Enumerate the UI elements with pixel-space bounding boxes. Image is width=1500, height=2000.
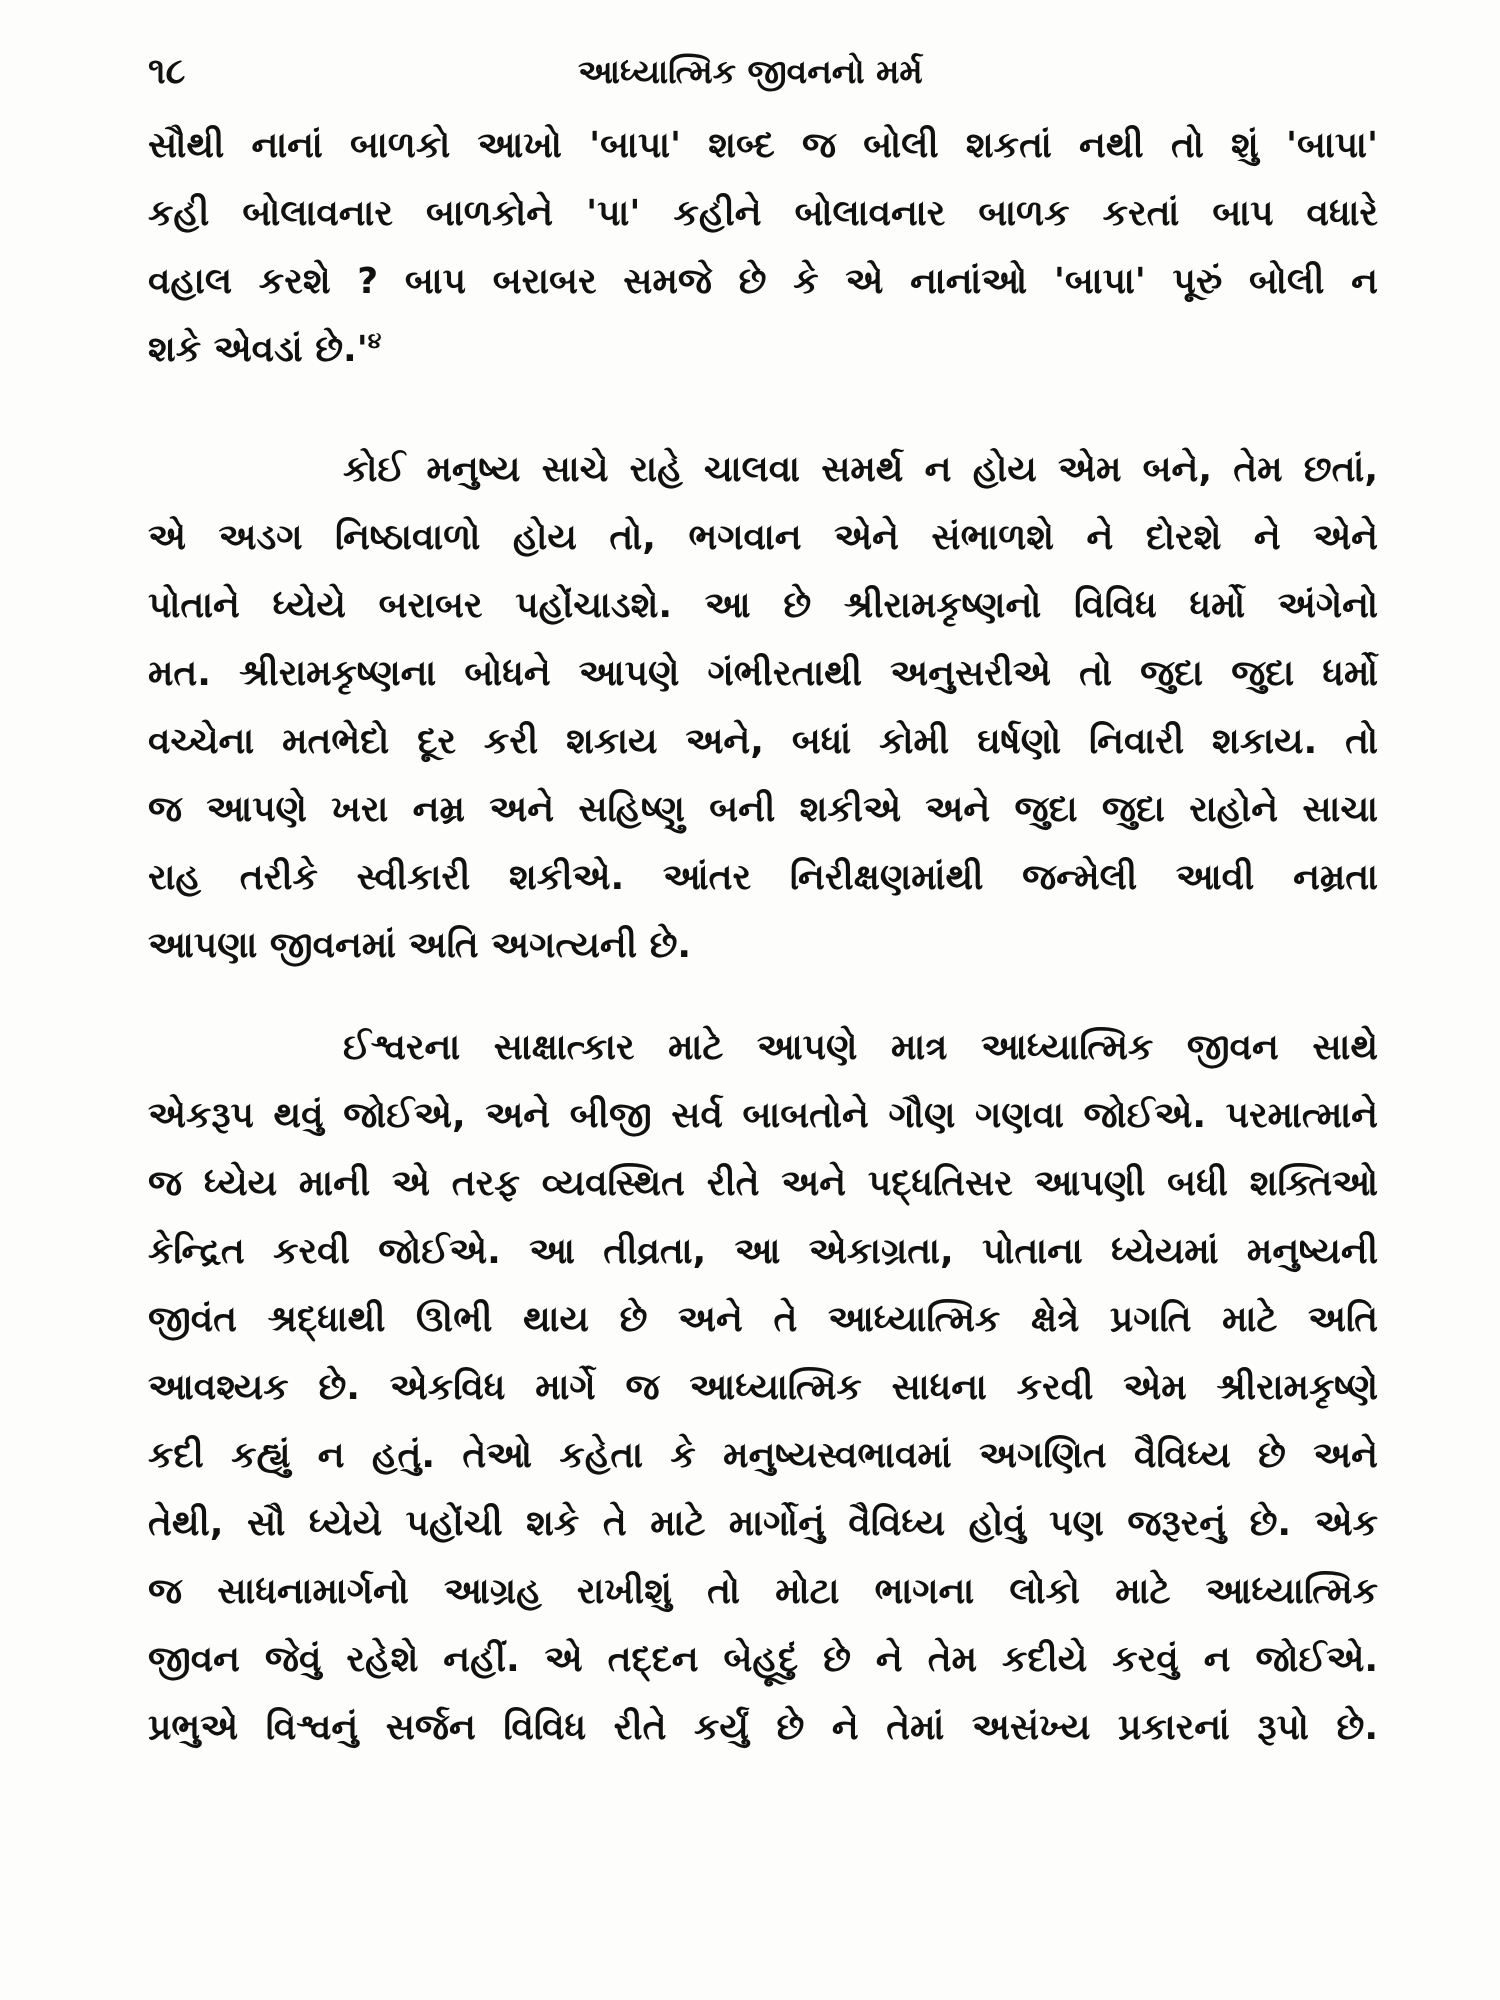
text-line: આવશ્યક છે. એકવિધ માર્ગે જ આધ્યાત્મિક સાધના કરવી એમ શ્રીરામકૃષ્ણે bbox=[148, 1367, 1378, 1408]
text-line-with-footnote bbox=[148, 316, 1378, 384]
footnote-mark: ૪ bbox=[367, 329, 382, 354]
text-line: એકરૂપ થવું જોઈએ, અને બીજી સર્વ બાબતોને ગૌણ ગણવા જોઈએ. પરમાત્માને bbox=[148, 1095, 1378, 1136]
body-text bbox=[148, 112, 1378, 1762]
text-line: પોતાને ધ્યેયે બરાબર પહોંચાડશે. આ છે શ્રીરામકૃષ્ણનો વિવિધ ધર્મો અંગેનો bbox=[148, 585, 1378, 626]
paragraph-1 bbox=[148, 112, 1378, 384]
text-line: સૌથી નાનાં બાળકો આખો 'બાપા' શબ્દ જ બોલી શકતાં નથી તો શું 'બાપા' bbox=[148, 125, 1378, 166]
text-line: કદી કહ્યું ન હતું. તેઓ કહેતા કે મનુષ્યસ્વભાવમાં અગણિત વૈવિધ્ય છે અને bbox=[148, 1435, 1378, 1476]
text-line: કહી બોલાવનાર બાળકોને 'પા' કહીને બોલાવનાર બાળક કરતાં બાપ વધારે bbox=[148, 193, 1378, 234]
text-line: મત. શ્રીરામકૃષ્ણના બોધને આપણે ગંભીરતાથી અનુસરીએ તો જુદા જુદા ધર્મો bbox=[148, 653, 1378, 694]
text-line: આપણા જીવનમાં અતિ અગત્યની છે. bbox=[148, 925, 692, 966]
running-title: આધ્યાત્મિક જીવનનો મર્મ bbox=[578, 52, 923, 91]
text-line: તેથી, સૌ ધ્યેયે પહોંચી શકે તે માટે માર્ગોનું વૈવિધ્ય હોવું પણ જરૂરનું છે. એક bbox=[148, 1503, 1378, 1544]
text-line: વહાલ કરશે ? બાપ બરાબર સમજે છે કે એ નાનાંઓ 'બાપા' પૂરું બોલી ન bbox=[148, 261, 1378, 302]
text-line: વચ્ચેના મતભેદો દૂર કરી શકાય અને, બધાં કોમી ઘર્ષણો નિવારી શકાય. તો bbox=[148, 721, 1378, 762]
text-line: રાહ તરીકે સ્વીકારી શકીએ. આંતર નિરીક્ષણમાંથી જન્મેલી આવી નમ્રતા bbox=[148, 857, 1378, 898]
page-header bbox=[148, 42, 1378, 102]
paragraph-3 bbox=[148, 1014, 1378, 1762]
text-line: પ્રભુએ વિશ્વનું સર્જન વિવિધ રીતે કર્યું છે ને તેમાં અસંખ્ય પ્રકારનાં રૂપો છે. bbox=[148, 1707, 1378, 1748]
paragraph-2 bbox=[148, 436, 1378, 980]
text-line: જીવંત શ્રદ્ધાથી ઊભી થાય છે અને તે આધ્યાત્મિક ક્ષેત્રે પ્રગતિ માટે અતિ bbox=[148, 1299, 1378, 1340]
text-line: જ આપણે ખરા નમ્ર અને સહિષ્ણુ બની શકીએ અને જુદા જુદા રાહોને સાચા bbox=[148, 789, 1378, 830]
text-line: જ ધ્યેય માની એ તરફ વ્યવસ્થિત રીતે અને પદ્ધતિસર આપણી બધી શક્તિઓ bbox=[148, 1163, 1378, 1204]
text-line: ઈશ્વરના સાક્ષાત્કાર માટે આપણે માત્ર આધ્યાત્મિક જીવન સાથે bbox=[343, 1027, 1378, 1068]
text-line: શકે એવડાં છે.' bbox=[148, 329, 368, 370]
text-line: કેન્દ્રિત કરવી જોઈએ. આ તીવ્રતા, આ એકાગ્રતા, પોતાના ધ્યેયમાં મનુષ્યની bbox=[148, 1231, 1378, 1272]
text-line: જીવન જેવું રહેશે નહીં. એ તદ્દન બેહૂદું છે ને તેમ કદીયે કરવું ન જોઈએ. bbox=[148, 1639, 1378, 1680]
text-line: જ સાધનામાર્ગનો આગ્રહ રાખીશું તો મોટા ભાગના લોકો માટે આધ્યાત્મિક bbox=[148, 1571, 1378, 1612]
page-number: ૧૮ bbox=[148, 51, 186, 92]
text-line: કોઈ મનુષ્ય સાચે રાહે ચાલવા સમર્થ ન હોય એમ બને, તેમ છતાં, bbox=[343, 449, 1378, 490]
text-line: એ અડગ નિષ્ઠાવાળો હોય તો, ભગવાન એને સંભાળશે ને દોરશે ને એને bbox=[148, 517, 1378, 558]
